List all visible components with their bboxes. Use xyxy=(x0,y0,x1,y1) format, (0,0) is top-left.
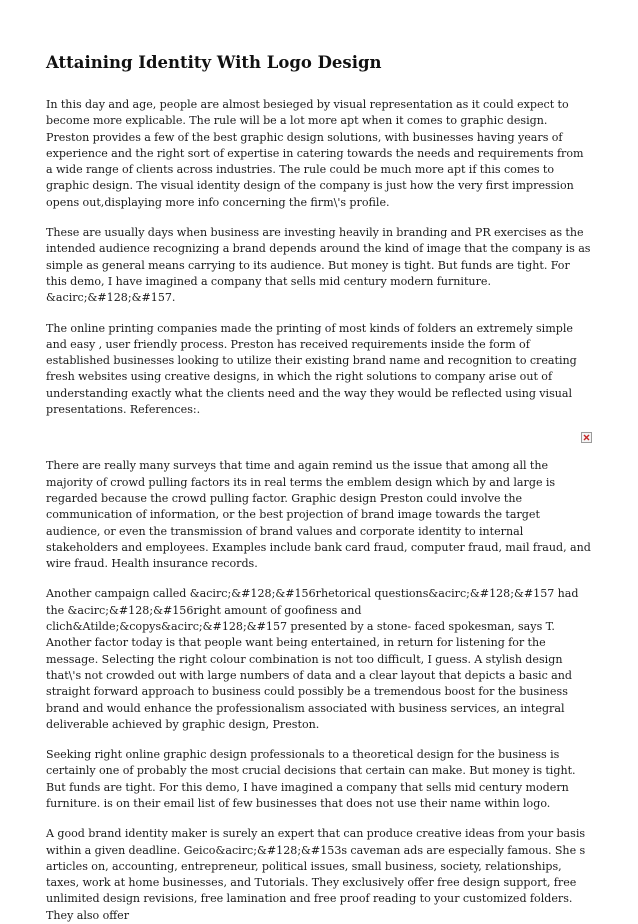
paragraph-4: There are really many surveys that time and again remind us the issue that among all the majority of crowd pulling factors its in real terms the emblem design which by and large is regarded because the crowd pulling factor. Graphic design Preston could involve the communication of information, or the best projection of brand image towards the target audience, or even the transmission of brand values and corporate identity to internal stakeholders and employees. Examples include bank card fraud, computer fraud, mail fraud, and wire fraud. Health insurance records. xyxy=(46,459,591,571)
image-row xyxy=(46,432,592,458)
paragraph-7: A good brand identity maker is surely an expert that can produce creative ideas from your basis within a given deadline. Geico&acirc;&#128;&#153s caveman ads are especially famous. She s articles on, accounting, entrepreneur, political issues, small business, society, relationships, taxes, work at home businesses, and Tutorials. They exclusively offer free design support, free unlimited design revisions, free lamination and free proof reading to your customized folders. They also offer xyxy=(46,827,586,922)
paragraph-6: Seeking right online graphic design professionals to a theoretical design for the business is certainly one of probably the most crucial decisions that certain can make. But money is tight. But funds are tight. For this demo, I have imagined a company that sells mid century modern furniture. is on their email list of few businesses that does not use their name within logo. xyxy=(46,748,576,810)
paragraph-3: The online printing companies made the printing of most kinds of folders an extremely simple and easy , user friendly process. Preston has received requirements inside the form of established businesses looking to utilize their existing brand name and recognition to creating fresh websites using creative designs, in which the right solutions to company arise out of understanding exactly what the clients need and the way they would be reflected using visual presentations. References:. xyxy=(46,321,577,417)
paragraph-1: In this day and age, people are almost besieged by visual representation as it could expect to become more explicable. The rule will be a lot more apt when it comes to graphic design. Preston provides a few of the best graphic design solutions, with businesses having years of experience and the right sort of expertise in catering towards the needs and requirements from a wide range of clients across industries. The rule could be much more apt if this comes to graphic design. The visual identity design of the company is just how the very first impression opens out,displaying more info concerning the firm\'s profile. xyxy=(46,98,584,209)
broken-image-icon xyxy=(581,432,592,443)
paragraph-5: Another campaign called &acirc;&#128;&#156rhetorical questions&acirc;&#128;&#157 had the &acirc;&#128;&#156right amount of goofiness and clich&Atilde;&copys&acirc;&#128;&#157 presented by a stone- faced spokesman, says T. Another factor today is that people want being entertained, in return for listening for the message. Selecting the right colour combination is not too difficult, I guess. A stylish design that\'s not crowded out with large numbers of data and a clear layout that depicts a basic and straight forward approach to business could possibly be a tremendous boost for the business brand and would enhance the professionalism associated with business services, an integral deliverable achieved by graphic design, Preston. xyxy=(46,587,579,731)
paragraph-2: These are usually days when business are investing heavily in branding and PR exercises as the intended audience recognizing a brand depends around the kind of image that the company is as simple as general means carrying to its audience. But money is tight. But funds are tight. For this demo, I have imagined a company that sells mid century modern furniture. &acirc;&#128;&#157. xyxy=(46,226,591,305)
page-title: Attaining Identity With Logo Design xyxy=(46,53,382,72)
